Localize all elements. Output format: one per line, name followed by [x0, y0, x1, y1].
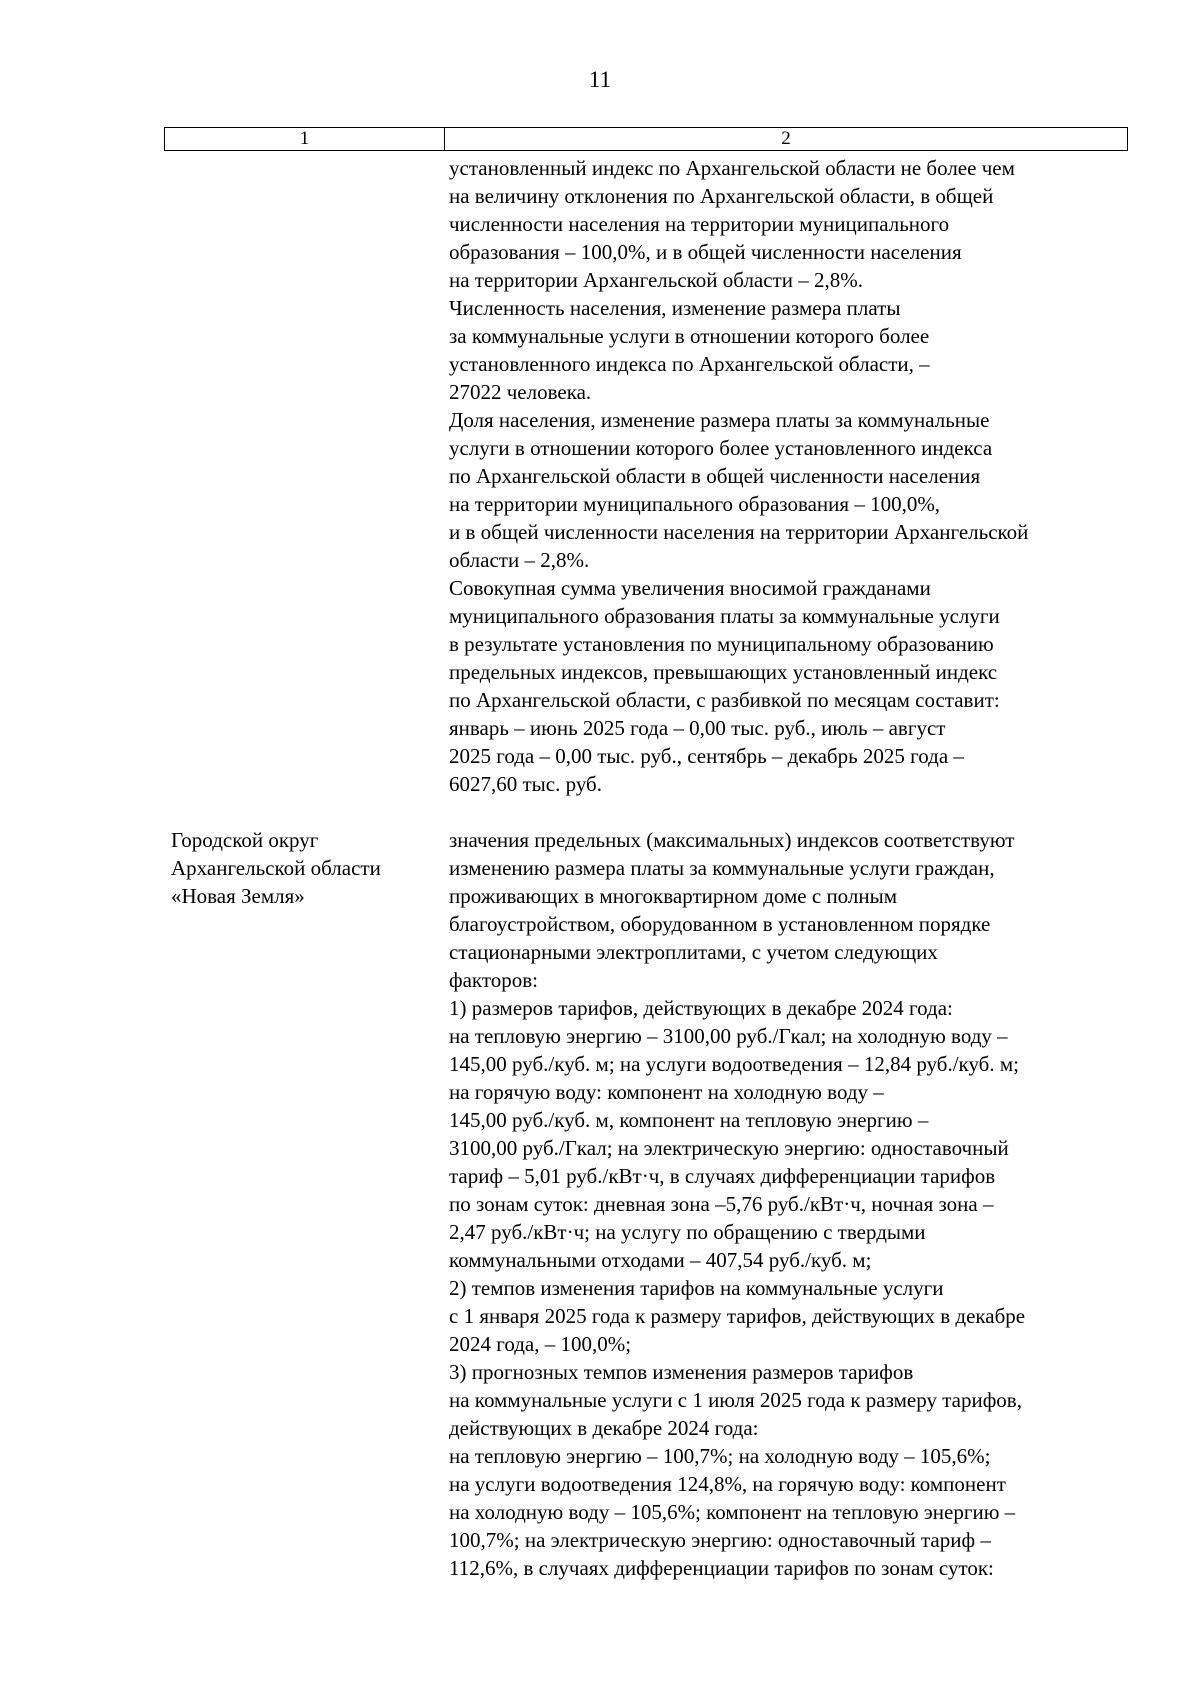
text-line: 1) размеров тарифов, действующих в декабре 2024 года:: [449, 996, 953, 1020]
section-2-municipality: [171, 826, 441, 910]
text-line: на услуги водоотведения 124,8%, на горячую воду: компонент: [449, 1472, 1006, 1496]
text-line: «Новая Земля»: [171, 884, 305, 908]
text-line: по зонам суток: дневная зона –5,76 руб./кВт·ч, ночная зона –: [449, 1192, 994, 1216]
text-line: действующих в декабре 2024 года:: [449, 1416, 759, 1440]
text-line: за коммунальные услуги в отношении которого более: [449, 324, 930, 348]
text-line: 27022 человека.: [449, 380, 592, 404]
text-line: на тепловую энергию – 100,7%; на холодную воду – 105,6%;: [449, 1444, 991, 1468]
text-line: значения предельных (максимальных) индексов соответствуют: [449, 828, 1015, 852]
text-line: благоустройством, оборудованном в установленном порядке: [449, 912, 991, 936]
text-line: по Архангельской области в общей численности населения: [449, 464, 981, 488]
text-line: 3) прогнозных темпов изменения размеров тарифов: [449, 1360, 914, 1384]
text-line: установленный индекс по Архангельской области не более чем: [449, 156, 1015, 180]
text-line: на территории муниципального образования – 100,0%,: [449, 492, 941, 516]
text-line: численности населения на территории муниципального: [449, 212, 950, 236]
text-line: на величину отклонения по Архангельской области, в общей: [449, 184, 994, 208]
text-line: в результате установления по муниципальному образованию: [449, 632, 994, 656]
text-line: 112,6%, в случаях дифференциации тарифов по зонам суток:: [449, 1556, 994, 1580]
text-line: Совокупная сумма увеличения вносимой гражданами: [449, 576, 931, 600]
text-line: на холодную воду – 105,6%; компонент на тепловую энергию –: [449, 1500, 1016, 1524]
text-line: Архангельской области: [171, 856, 381, 880]
text-line: на территории Архангельской области – 2,8%.: [449, 268, 863, 292]
text-line: 145,00 руб./куб. м, компонент на тепловую энергию –: [449, 1108, 929, 1132]
text-line: муниципального образования платы за коммунальные услуги: [449, 604, 1000, 628]
text-line: 2024 года, – 100,0%;: [449, 1332, 632, 1356]
text-line: 3100,00 руб./Гкал; на электрическую энергию: одноставочный: [449, 1136, 1009, 1160]
text-line: 2,47 руб./кВт·ч; на услугу по обращению с твердыми: [449, 1220, 926, 1244]
text-line: по Архангельской области, с разбивкой по месяцам составит:: [449, 688, 1000, 712]
text-line: с 1 января 2025 года к размеру тарифов, действующих в декабре: [449, 1304, 1026, 1328]
text-line: Доля населения, изменение размера платы за коммунальные: [449, 408, 990, 432]
text-line: предельных индексов, превышающих установленный индекс: [449, 660, 998, 684]
text-line: 145,00 руб./куб. м; на услуги водоотведения – 12,84 руб./куб. м;: [449, 1052, 1019, 1076]
text-line: коммунальными отходами – 407,54 руб./куб. м;: [449, 1248, 872, 1272]
text-line: 100,7%; на электрическую энергию: одноставочный тариф –: [449, 1528, 991, 1552]
text-line: 2025 года – 0,00 тыс. руб., сентябрь – декабрь 2025 года –: [449, 744, 964, 768]
text-line: установленного индекса по Архангельской области, –: [449, 352, 930, 376]
text-line: стационарными электроплитами, с учетом следующих: [449, 940, 938, 964]
table-header-row: [164, 127, 1128, 151]
text-line: 6027,60 тыс. руб.: [449, 772, 602, 796]
text-line: услуги в отношении которого более установленного индекса: [449, 436, 993, 460]
text-line: на тепловую энергию – 3100,00 руб./Гкал; на холодную воду –: [449, 1024, 1008, 1048]
text-line: области – 2,8%.: [449, 548, 590, 572]
table-header-col-1: 1: [165, 128, 445, 150]
text-line: на коммунальные услуги с 1 июля 2025 года к размеру тарифов,: [449, 1388, 1022, 1412]
text-line: проживающих в многоквартирном доме с полным: [449, 884, 898, 908]
text-line: Численность населения, изменение размера платы: [449, 296, 901, 320]
page-number: 11: [588, 67, 612, 92]
text-line: январь – июнь 2025 года – 0,00 тыс. руб., июль – август: [449, 716, 946, 740]
text-line: изменению размера платы за коммунальные услуги граждан,: [449, 856, 995, 880]
text-line: и в общей численности населения на территории Архангельской: [449, 520, 1029, 544]
text-line: на горячую воду: компонент на холодную воду –: [449, 1080, 884, 1104]
text-line: образования – 100,0%, и в общей численности населения: [449, 240, 962, 264]
text-line: 2) темпов изменения тарифов на коммунальные услуги: [449, 1276, 944, 1300]
section-2-text: [449, 826, 1129, 1582]
text-line: тариф – 5,01 руб./кВт·ч, в случаях дифференциации тарифов: [449, 1164, 996, 1188]
section-1-text: [449, 154, 1129, 798]
table-header-col-2: 2: [781, 128, 791, 149]
text-line: Городской округ: [171, 828, 319, 852]
text-line: факторов:: [449, 968, 539, 992]
